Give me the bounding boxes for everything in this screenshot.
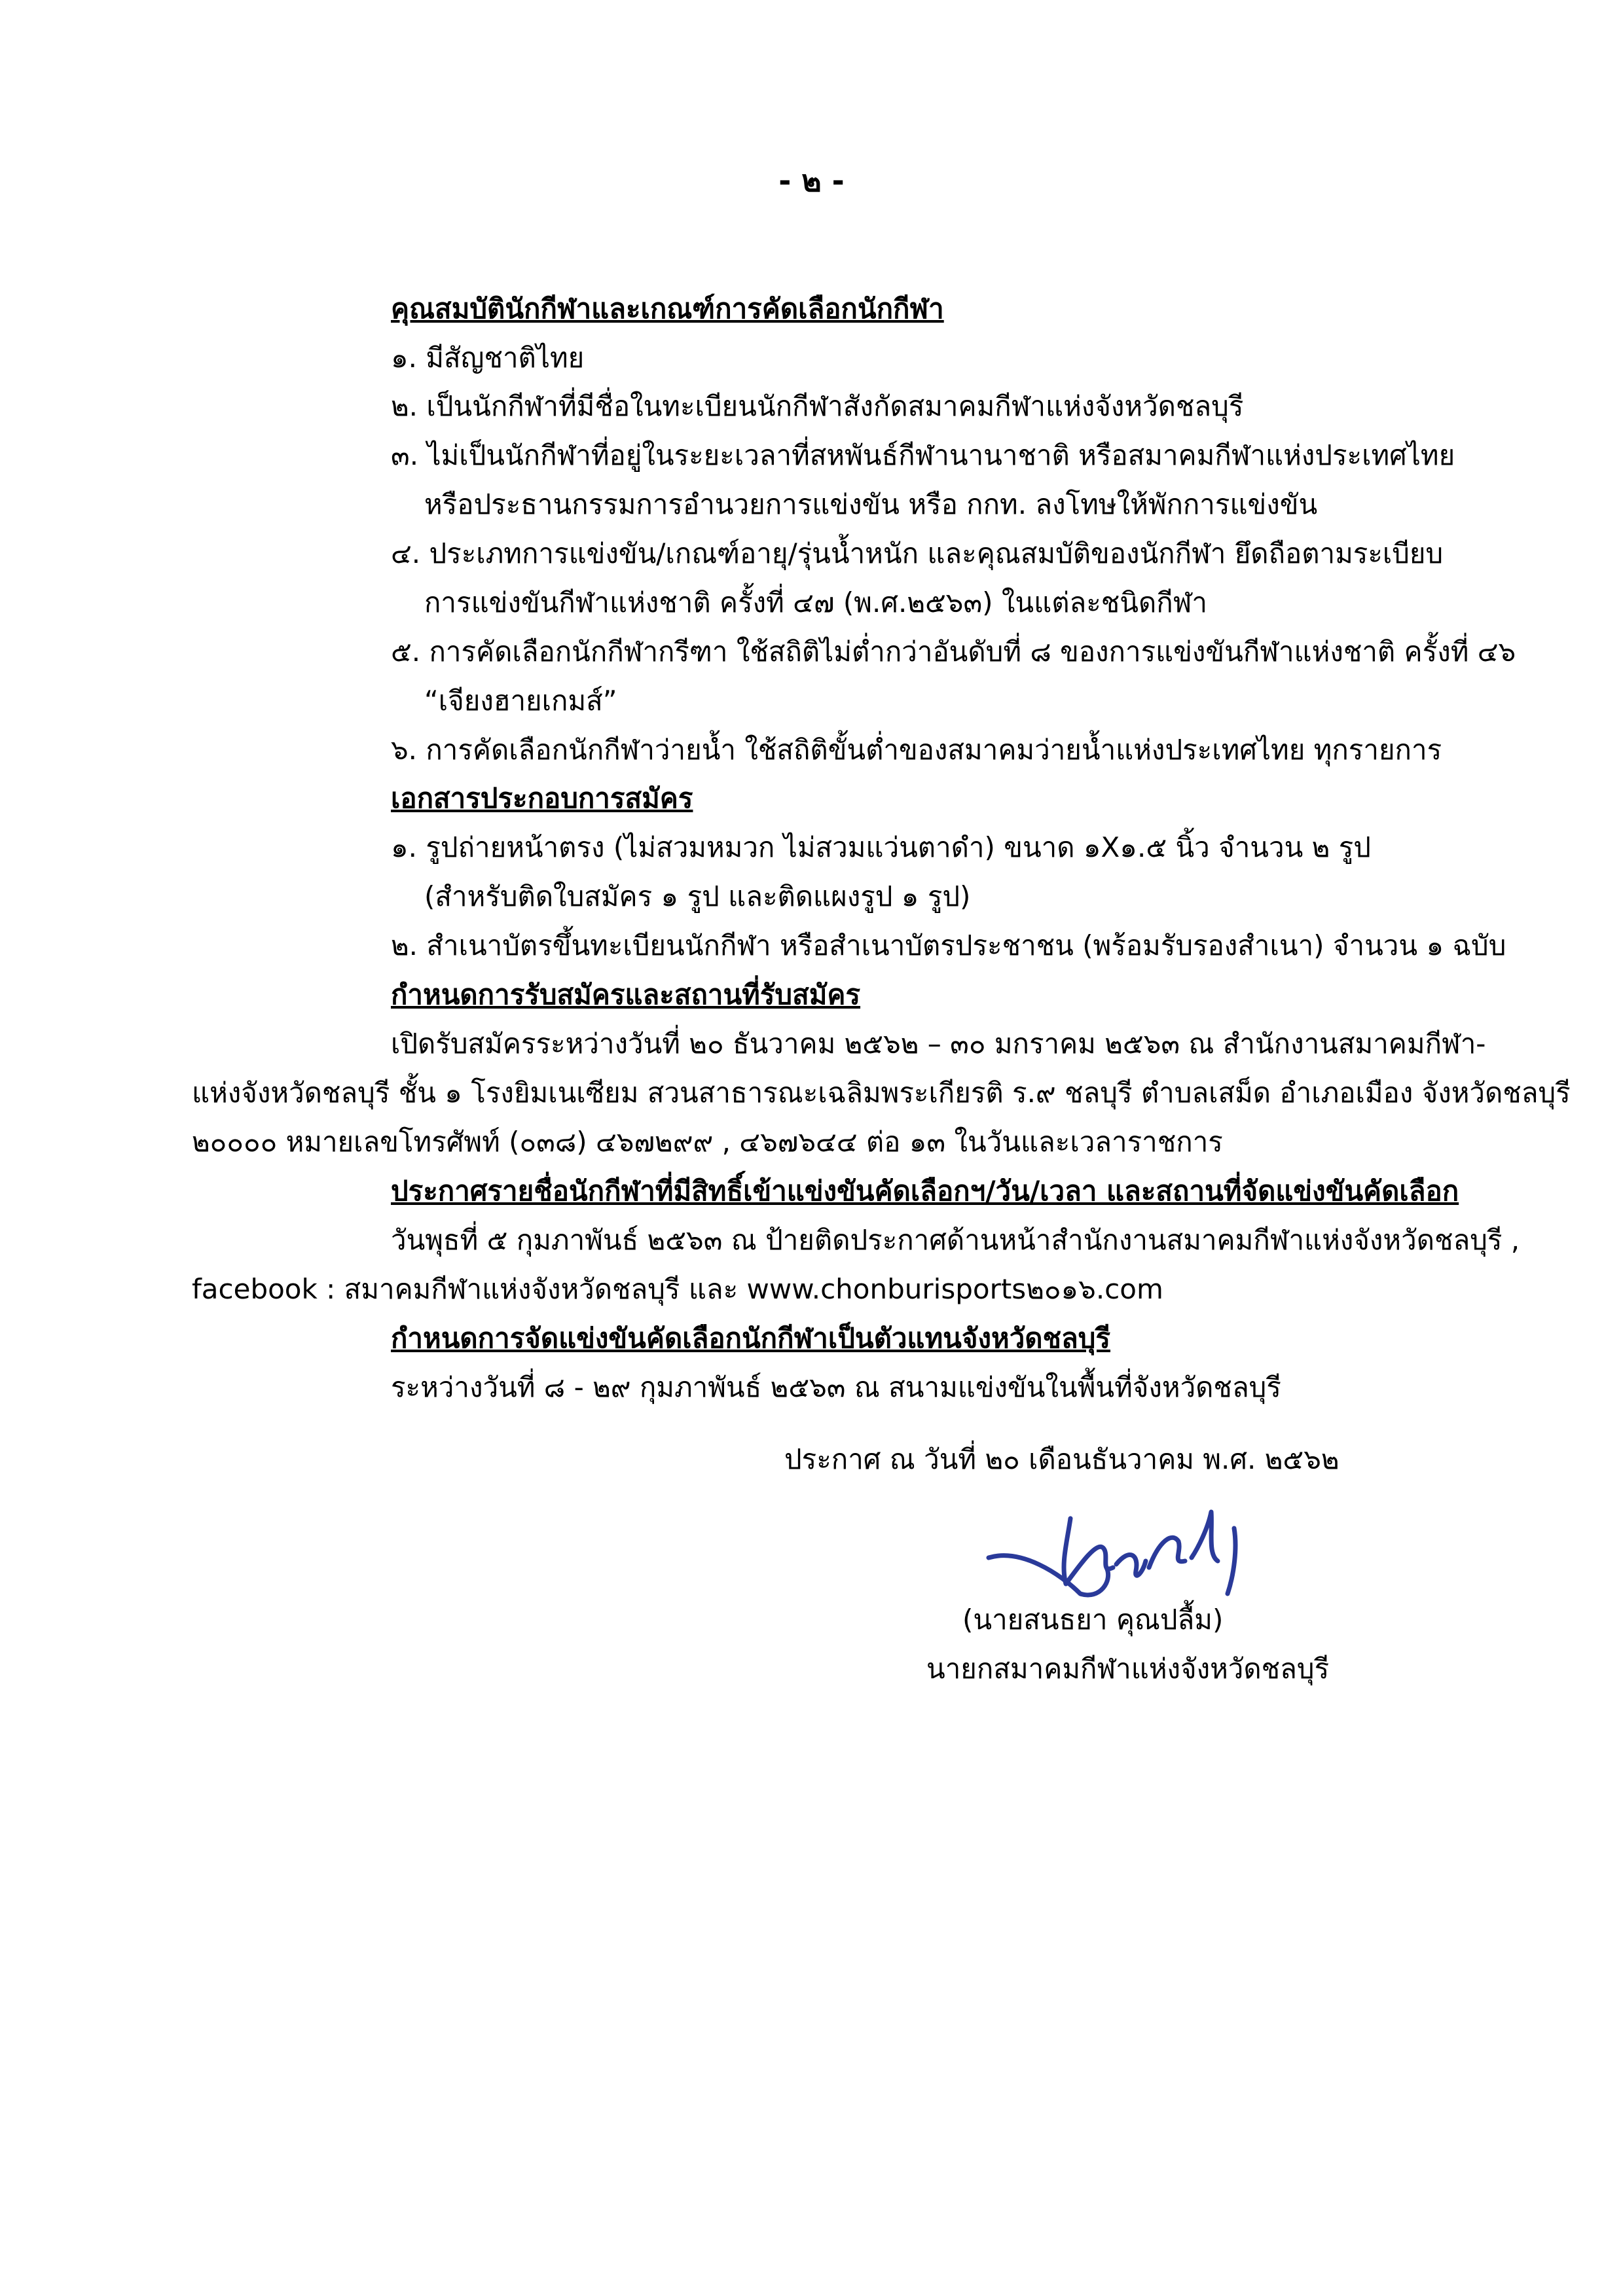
- qualification-item-5-cont: “เจียงฮายเกมส์”: [424, 685, 617, 717]
- schedule-line-1: ระหว่างวันที่ ๘ - ๒๙ กุมภาพันธ์ ๒๕๖๓ ณ สนามแข่งขันในพื้นที่จังหวัดชลบุรี: [391, 1371, 1281, 1403]
- qualification-item-3: ๓. ไม่เป็นนักกีฬาที่อยู่ในระยะเวลาที่สหพันธ์กีฬานานาชาติ หรือสมาคมกีฬาแห่งประเทศไทย: [391, 439, 1455, 471]
- qualification-item-4-cont: การแข่งขันกีฬาแห่งชาติ ครั้งที่ ๔๗ (พ.ศ.๒๕๖๓) ในแต่ละชนิดกีฬา: [424, 586, 1207, 619]
- qualifications-heading: คุณสมบัตินักกีฬาและเกณฑ์การคัดเลือกนักกีฬา: [391, 293, 944, 325]
- announcement-heading: ประกาศรายชื่อนักกีฬาที่มีสิทธิ์เข้าแข่งขันคัดเลือกฯ/วัน/เวลา และสถานที่จัดแข่งขันคัดเลือก: [391, 1175, 1459, 1207]
- qualification-item-4: ๔. ประเภทการแข่งขัน/เกณฑ์อายุ/รุ่นน้ำหนัก และคุณสมบัติของนักกีฬา ยึดถือตามระเบียบ: [391, 537, 1444, 569]
- qualification-item-5: ๕. การคัดเลือกนักกีฬากรีฑา ใช้สถิติไม่ต่ำกว่าอันดับที่ ๘ ของการแข่งขันกีฬาแห่งชาติ ครั้งที่ ๔๖: [391, 636, 1516, 668]
- qualification-item-2: ๒. เป็นนักกีฬาที่มีชื่อในทะเบียนนักกีฬาสังกัดสมาคมกีฬาแห่งจังหวัดชลบุรี: [391, 390, 1244, 422]
- announcement-line-1: วันพุธที่ ๕ กุมภาพันธ์ ๒๕๖๓ ณ ป้ายติดประกาศด้านหน้าสำนักงานสมาคมกีฬาแห่งจังหวัดชลบุรี ,: [391, 1224, 1520, 1256]
- page-number: - ๒ -: [778, 163, 845, 198]
- qualification-item-1: ๑. มีสัญชาติไทย: [391, 342, 585, 374]
- registration-line-1: เปิดรับสมัครระหว่างวันที่ ๒๐ ธันวาคม ๒๕๖๒ – ๓๐ มกราคม ๒๕๖๓ ณ สำนักงานสมาคมกีฬา-: [391, 1028, 1486, 1060]
- announcement-line-2: facebook : สมาคมกีฬาแห่งจังหวัดชลบุรี และ www.chonburisports๒๐๑๖.com: [192, 1273, 1163, 1305]
- schedule-heading: กำหนดการจัดแข่งขันคัดเลือกนักกีฬาเป็นตัวแทนจังหวัดชลบุรี: [391, 1322, 1111, 1354]
- document-item-1-cont: (สำหรับติดใบสมัคร ๑ รูป และติดแผงรูป ๑ รูป): [424, 880, 971, 912]
- qualification-item-3-cont: หรือประธานกรรมการอำนวยการแข่งขัน หรือ กกท. ลงโทษให้พักการแข่งขัน: [424, 488, 1318, 520]
- signature-image: [982, 1502, 1270, 1600]
- registration-heading: กำหนดการรับสมัครและสถานที่รับสมัคร: [391, 978, 861, 1011]
- document-item-2: ๒. สำเนาบัตรขึ้นทะเบียนนักกีฬา หรือสำเนาบัตรประชาชน (พร้อมรับรองสำเนา) จำนวน ๑ ฉบับ: [391, 929, 1506, 961]
- signer-title: นายกสมาคมกีฬาแห่งจังหวัดชลบุรี: [926, 1653, 1330, 1685]
- announcement-date: ประกาศ ณ วันที่ ๒๐ เดือนธันวาคม พ.ศ. ๒๕๖๒: [784, 1443, 1340, 1475]
- signer-name: (นายสนธยา คุณปลื้ม): [962, 1604, 1224, 1636]
- document-item-1: ๑. รูปถ่ายหน้าตรง (ไม่สวมหมวก ไม่สวมแว่นตาดำ) ขนาด ๑X๑.๕ นิ้ว จำนวน ๒ รูป: [391, 831, 1371, 863]
- documents-heading: เอกสารประกอบการสมัคร: [391, 782, 693, 814]
- qualification-item-6: ๖. การคัดเลือกนักกีฬาว่ายน้ำ ใช้สถิติขั้นต่ำของสมาคมว่ายน้ำแห่งประเทศไทย ทุกรายการ: [391, 734, 1442, 766]
- registration-line-3: ๒๐๐๐๐ หมายเลขโทรศัพท์ (๐๓๘) ๔๖๗๒๙๙ , ๔๖๗๖๔๔ ต่อ ๑๓ ในวันและเวลาราชการ: [192, 1126, 1223, 1158]
- registration-line-2: แห่งจังหวัดชลบุรี ชั้น ๑ โรงยิมเนเซียม สวนสาธารณะเฉลิมพระเกียรติ ร.๙ ชลบุรี ตำบลเสม็ด อำเภอเมือง จังหวัดชลบุรี: [192, 1077, 1571, 1109]
